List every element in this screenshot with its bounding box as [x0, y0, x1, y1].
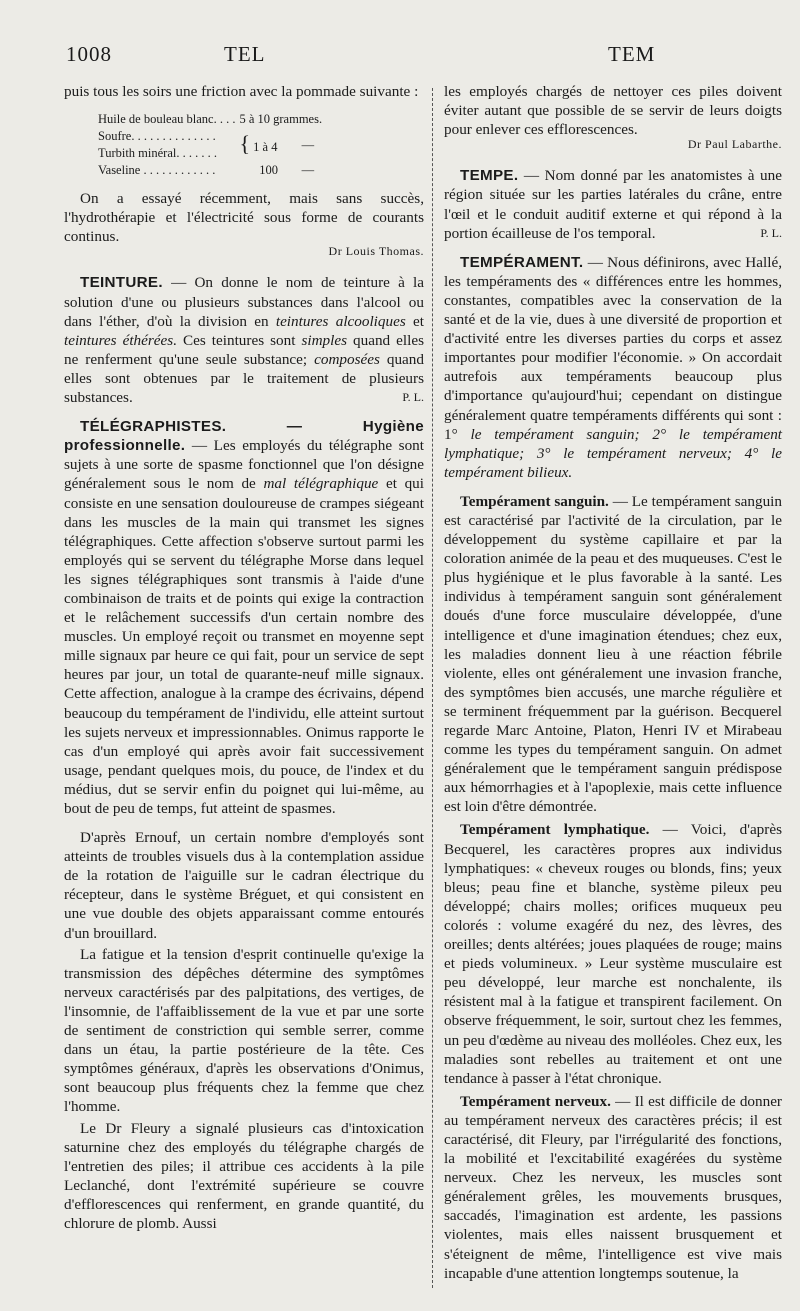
entry-headword: TEMPE. — [460, 167, 519, 185]
signature-pl: P. L. — [760, 225, 782, 240]
signature-labarthe: Dr Paul Labarthe. — [687, 137, 782, 152]
tempe-entry: TEMPE. — Nom donné par les anatomistes à une région située sur les parties latérales du crâne, entre l'œil et le conduit auditif externe et qui répond à la portion écailleuse de l'os temporal. P. L. — [444, 167, 782, 242]
temperament-entry: TEMPÉRAMENT. — Nous définirons, avec Hallé, les tempéraments des « différences entre les hommes, constantes, compatibles avec la conservation de la santé et de la vie, dues à une diversité de proportion et d'activité entre les diverses parties du corps et assez importantes pour modifier l'économie. » On accordait autrefois aux tempéraments beaucoup plus d'importance qu'aujourd'hui; cependant on distingue généralement quatre tempéraments différents qui sont : 1° le tempérament sanguin; 2° le tempérament lymphatique; 3° le tempérament nerveux; 4° le tempérament bilieux. — [444, 253, 783, 481]
text-paragraph: D'après Ernouf, un certain nombre d'employés sont atteints de troubles visuels dus à la contemplation assidue de la rotation de l'aiguille sur le cadran électrique du récepteur, dans le système Bréguet, et qui consistent en une vue double des objets apparaissant comme entourés d'un brouillard. — [64, 829, 424, 942]
signature-thomas: Dr Louis Thomas. — [328, 244, 424, 259]
essai-paragraph: On a essayé récemment, mais sans succès, l'hydrothérapie et l'électricité sous forme de courants continus. — [64, 190, 424, 246]
lymphatique-section: Tempérament lymphatique. — Voici, d'après Becquerel, les caractères propres aux individus lymphatiques: « cheveux rouges ou blonds, fins; yeux bleus; peau fine et blanche, système pileux peu développé; chairs molles; orifices muqueux peu colorés : volume exagéré du nez, des lèvres, des oreilles; dents altérées; joues plaquées de rouge; mains et pieds volumineux. » Leur système musculaire est peu développé, leur marche est nonchalente, ils résistent mal à la fatigue et transpirent facilement. On observe fréquemment, le soir, surtout chez les femmes, un peu d'œdème au niveau des molléoles. Chez eux, les maladies sont rebelles au traitement et ont une tendance à passer à l'état chronique. — [444, 821, 782, 1087]
text-paragraph: La fatigue et la tension d'esprit continuelle qu'exige la transmission des dépêches détermine des symptômes nerveux caractérisés par des palpitations, des vertiges, de l'insomnie, de l'affaiblissement de la vue et par une sorte de sentiment de constriction qui semble serrer, comme dans un étau, la partie postérieure de la tête. Ces symptômes généraux, d'après les observations d'Onimus, sont beaucoup plus fréquents chez la femme que chez l'homme. — [64, 945, 424, 1116]
column-divider — [432, 88, 433, 1288]
running-head-right: TEM — [608, 42, 656, 66]
section-heading: Tempérament lymphatique. — [460, 821, 650, 839]
recipe-row — [98, 128, 326, 145]
recipe-ingredient: Vaseline . . . . . . . . . . . . — [98, 163, 216, 178]
recipe-unit: — — [301, 163, 315, 178]
section-heading: Tempérament nerveux. — [460, 1092, 611, 1110]
entry-headword: TEINTURE. — [80, 274, 163, 292]
right-column — [444, 82, 782, 1293]
nerveux-section: Tempérament nerveux. — Il est difficile de donner au tempérament nerveux des caractères précis; il est caractérisé, dit Fleury, par l'irrégularité des fonctions, la mobilité et l'excitabilité exagérées du système nerveux. Chez les nerveux, les muscles sont généralement grêles, les mouvements brusques, saccadés, l'imagination est ardente, les passions violentes, mais elles naissent brusquement et s'éteignent de même, l'intelligence est vive mais incapable d'une attention longtemps soutenue, la — [444, 1092, 782, 1282]
intro-paragraph: puis tous les soirs une friction avec la pommade suivante : — [64, 83, 419, 100]
entry-headword: TÉLÉGRAPHISTES. — Hygiène professionnelle. — [64, 418, 424, 455]
signature-pl: P. L. — [402, 390, 424, 405]
page-number: 1008 — [66, 42, 112, 66]
continued-paragraph: les employés chargés de nettoyer ces piles doivent éviter autant que possible de se servir de leurs doigts pour enlever ces efflorescences. — [444, 83, 782, 139]
teinture-entry: TEINTURE. — On donne le nom de teinture à la solution d'une ou plusieurs substances dans l'alcool ou dans l'éther, d'où la division en teintures alcooliques et teintures éthérées. Ces teintures sont simples quand elles ne renferment qu'une seule substance; composées quand elles sont obtenues par le traitement de plusieurs substances. P. L. — [64, 274, 425, 407]
recipe-row — [98, 111, 326, 128]
recipe-ingredient: Huile de bouleau blanc. . . . — [98, 112, 236, 127]
entry-headword: TEMPÉRAMENT. — [460, 253, 584, 271]
recipe-quantity: 100 — [259, 163, 278, 178]
recipe-ingredient: Turbith minéral. . . . . . . — [98, 146, 217, 161]
section-heading: Tempérament sanguin. — [460, 492, 609, 510]
recipe-row — [98, 162, 326, 179]
recipe-table — [98, 111, 326, 179]
sanguin-section: Tempérament sanguin. — Le tempérament sanguin est caractérisé par l'activité de la circulation, par le développement du système capillaire et par la coloration animée de la peau et des muqueuses. C'est le plus hygiénique et le plus favorable à la santé. Les individus à tempérament sanguin sont généralement doués d'une force musculaire développée, d'une intelligence et d'une imagination étendues; chez eux, les maladies donnent lieu à une réaction fébrile violente, elles ont généralement une invasion franche, des symptômes bien accusés, une marche régulière et se terminent fréquemment par la guérison. Becquerel regarde Marc Antoine, Platon, Henri IV et Mirabeau comme les types du tempérament sanguin. On admet généralement que le tempérament sanguin prédispose aux hémorrhagies et à l'apoplexie, mais cette influence est loin d'être démontrée. — [444, 492, 782, 816]
recipe-quantity: 1 à 4 — [253, 139, 278, 154]
telegraphistes-entry: TÉLÉGRAPHISTES. — Hygiène professionnelle. — Les employés du télégraphe sont sujets à une sorte de spasme fonctionnel que l'on désigne généralement sous le nom de mal télégraphique et qui consiste en une sensation douloureuse de crampes siégeant dans les muscles de la main qui transmet les signes télégraphiques. Cette affection s'observe surtout parmi les employés qui se servent du télégraphe Morse dans lequel les signes télégraphiques sont transmis à l'aide d'une combinaison de traits et de points qui exige la contraction et le relâchement successifs d'un certain nombre des muscles. Un employé reçoit ou transmet en moyenne sept mille signaux par heure ce qui fait, pour un service de sept heures par jour, un total de quarante-neuf mille signaux. Cette affection, analogue à la crampe des écrivains, dépend beaucoup du tempérament de l'individu, elle atteint surtout les sujets nerveux et impressionnables. Onimus rapporte le cas d'un employé qui après avoir fait successivement usage, pendant quelques mois, du pouce, de l'index et du médius, dut se servir enfin du poignet qui lui-même, au bout de peu de temps, fut atteint de spasmes. — [64, 418, 424, 817]
recipe-unit: — — [301, 137, 315, 152]
recipe-ingredient: Soufre. . . . . . . . . . . . . . — [98, 129, 216, 144]
text-paragraph: Le Dr Fleury a signalé plusieurs cas d'intoxication saturnine chez des employés du télégraphe chargés de l'entretien des piles; il attribue ces accidents à la pile Leclanché, dont l'extrémité supérieure se couvre d'efflorescences qui renferment, en grande quantité, du chlorure de plomb. Aussi — [64, 1119, 424, 1232]
recipe-quantity: 5 à 10 grammes. — [239, 112, 323, 127]
running-head-left: TEL — [224, 42, 266, 66]
left-column — [64, 82, 424, 1243]
brace-glyph: { — [239, 130, 251, 156]
